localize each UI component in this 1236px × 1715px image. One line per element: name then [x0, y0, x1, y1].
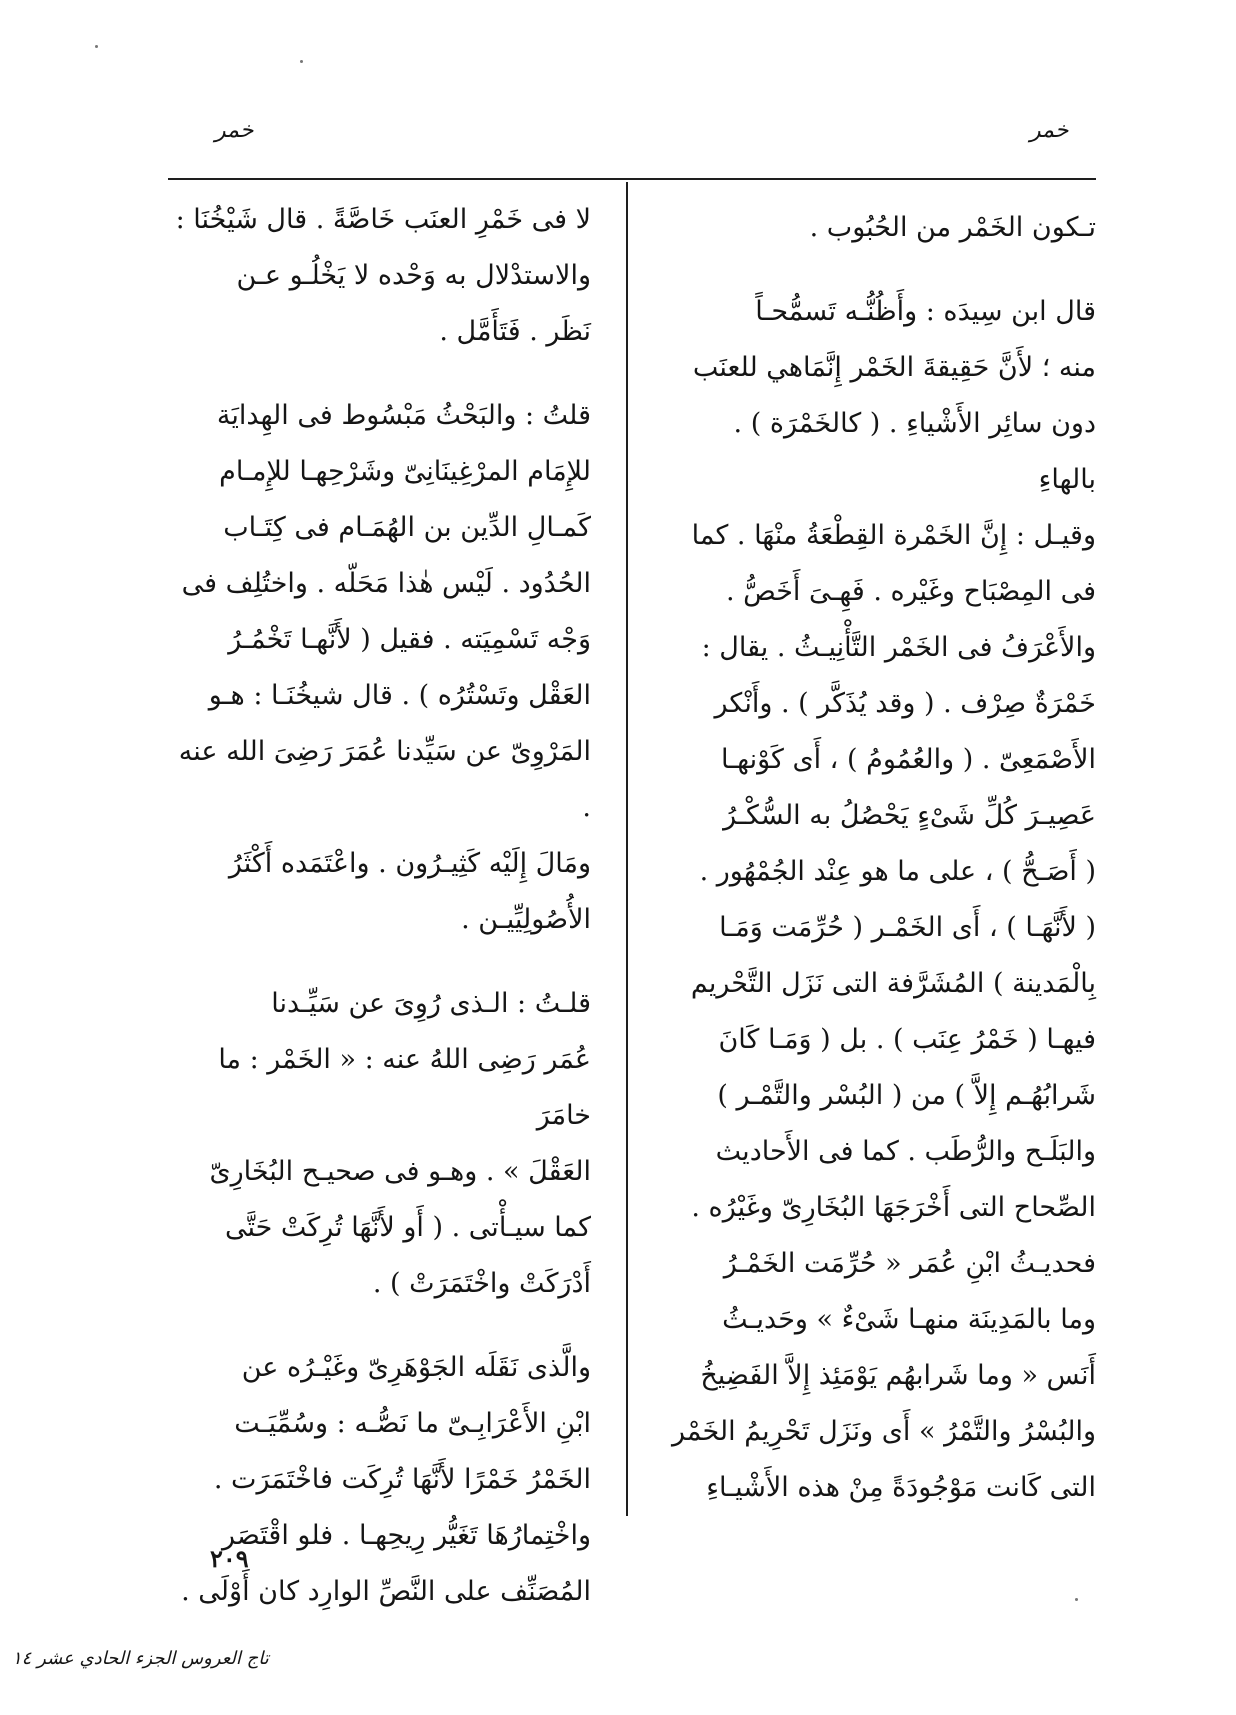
- header-rule: [168, 178, 1096, 180]
- text-line: ومَالَ إِلَيْه كَثِيـرُون . واعْتَمَده أَكْثَرُ: [228, 848, 591, 879]
- text-line: كَمـالِ الدِّين بن الهُمَـام فى كِتَـاب: [223, 512, 591, 543]
- text-line: وما بالمَدِينَة منهـا شَىْءٌ » وحَديـثُ: [722, 1304, 1096, 1335]
- text-line: عُمَر رَضِى اللهُ عنه : « الخَمْر : ما خامَرَ: [218, 1044, 591, 1131]
- text-line: نَظَر . فَتَأَمَّل .: [439, 316, 591, 347]
- text-line: منه ؛ لأَنَّ حَقِيقةَ الخَمْر إِنَّمَاهي للعنَب: [692, 352, 1096, 383]
- text-line: المَرْوِىّ عن سَيِّدنا عُمَرَ رَضِىَ الله عنه .: [178, 736, 591, 823]
- text-line: ( لأَنَّهَـا ) ، أَى الخَمْـر ( حُرِّمَت وَمَـا: [719, 912, 1096, 943]
- text-line: العَقْل وتَسْتُرُه ) . قال شيخُنَـا : هـو: [208, 680, 591, 711]
- text-line: تـكون الخَمْر من الحُبُوب .: [809, 212, 1096, 243]
- running-header-right: خمر: [1030, 118, 1069, 143]
- text-line: عَصِيـرَ كُلِّ شَىْءٍ يَحْصُلُ به السُّكْـرُ: [723, 800, 1096, 831]
- text-line: والأَعْرَفُ فى الخَمْر التَّأْنِيـثُ . يقال :: [701, 632, 1096, 663]
- text-line: ابْنِ الأَعْرَابِـىّ ما نَصُّـه : وسُمِّيَـت: [234, 1408, 591, 1439]
- text-line: وقيـل : إِنَّ الخَمْرة القِطْعَةُ منْهَا . كما: [691, 520, 1096, 551]
- page-number: ٢٠٩: [210, 1544, 249, 1573]
- running-header-left: خمر: [215, 118, 254, 143]
- text-line: الأَصْمَعِىّ . ( والعُمُومُ ) ، أَى كَوْنهـا: [720, 744, 1096, 775]
- text-line: ( أَصَـحُّ ) ، على ما هو عِنْد الجُمْهُور .: [699, 856, 1096, 887]
- text-line: المُصَنِّف على النَّصِّ الوارِد كان أَوْلَى .: [181, 1576, 591, 1607]
- text-line: واخْتِمارُهَا تَغَيُّر رِيحِهـا . فلو اقْتَصَر: [221, 1520, 591, 1551]
- text-line: الصِّحاح التى أَخْرَجَهَا البُخَارِىّ وغَيْرُه .: [691, 1192, 1096, 1223]
- paragraph-gap: [163, 360, 591, 388]
- text-line: الخَمْرُ خَمْرًا لأَنَّهَا تُرِكَت فاخْتَمَرَت .: [213, 1464, 591, 1495]
- column-divider: [626, 182, 628, 1516]
- text-line: بِالْمَدينة ) المُشَرَّفة التى نَزَل التَّحْريم: [690, 968, 1096, 999]
- text-line: لا فى خَمْرِ العنَب خَاصَّةً . قال شَيْخُنَا :: [175, 204, 591, 235]
- text-line: فيهـا ( خَمْرُ عِنَب ) . بل ( وَمَـا كَانَ: [718, 1024, 1096, 1055]
- text-line: أَدْرَكَتْ واخْتَمَرَتْ ) .: [372, 1268, 591, 1299]
- left-text-column: [163, 192, 591, 1620]
- text-line: والبُسْرُ والتَّمْرُ » أَى ونَزَل تَحْرِيمُ الخَمْر: [671, 1416, 1096, 1447]
- text-line: خَمْرَةٌ صِرْف . ( وقد يُذَكَّر ) . وأَنْكر: [714, 688, 1096, 719]
- text-line: أَنَس « وما شَرابهُم يَوْمَئِذ إِلاَّ الفَضِيخُ: [700, 1360, 1096, 1391]
- right-text-column: [668, 200, 1096, 1516]
- text-line: دون سائِر الأَشْياءِ . ( كالخَمْرَة ) . بالهاءِ: [733, 408, 1096, 495]
- paragraph-gap: [163, 948, 591, 976]
- text-line: وَجْه تَسْمِيَته . فقيل ( لأَنَّهـا تَخْمُـرُ: [228, 624, 591, 655]
- text-line: التى كَانت مَوْجُودَةً مِنْ هذه الأَشْيـاءِ: [706, 1472, 1096, 1503]
- text-line: قال ابن سِيدَه : وأَظُنُّـه تَسمُّحـاً: [755, 296, 1096, 327]
- text-line: فى المِصْبَاح وغَيْره . فَهِـىَ أَخَصُّ .: [725, 576, 1096, 607]
- print-speck: [95, 45, 98, 48]
- text-line: والبَلَـح والرُّطَب . كما فى الأَحاديث: [715, 1136, 1096, 1167]
- text-line: شَرابُهُـم إِلاَّ ) من ( البُسْر والتَّمْـر ): [717, 1080, 1096, 1111]
- paragraph-gap: [668, 256, 1096, 284]
- text-line: والَّذى نَقَلَه الجَوْهَرِىّ وغَيْـرُه عن: [241, 1352, 591, 1383]
- print-speck: [1075, 1598, 1078, 1601]
- text-line: الحُدُود . لَيْس هٰذا مَحَلّه . واختُلِف فى: [181, 568, 591, 599]
- volume-footer-note: تاج العروس الجزء الحادي عشر ١٤: [12, 1648, 269, 1669]
- text-line: فحديـثُ ابْنِ عُمَر « حُرِّمَت الخَمْـرُ: [723, 1248, 1096, 1279]
- print-speck: [300, 60, 303, 63]
- paragraph-gap: [163, 1312, 591, 1340]
- text-line: كما سيـأْتى . ( أَو لأَنَّهَا تُرِكَتْ حَتَّى: [224, 1212, 591, 1243]
- text-line: للإِمَام المرْغِينَانِىّ وشَرْحِهـا للإِمـام: [219, 456, 591, 487]
- text-line: والاستدْلال به وَحْده لا يَخْلُـو عـن: [236, 260, 591, 291]
- text-line: العَقْلَ » . وهـو فى صحيـح البُخَارِىّ: [209, 1156, 591, 1187]
- text-line: قلـتُ : الـذى رُوِىَ عن سَيِّـدنا: [271, 988, 591, 1019]
- text-line: الأُصُولِيِّيـن .: [461, 904, 591, 935]
- text-line: قلتُ : والبَحْثُ مَبْسُوط فى الهِدايَة: [216, 400, 591, 431]
